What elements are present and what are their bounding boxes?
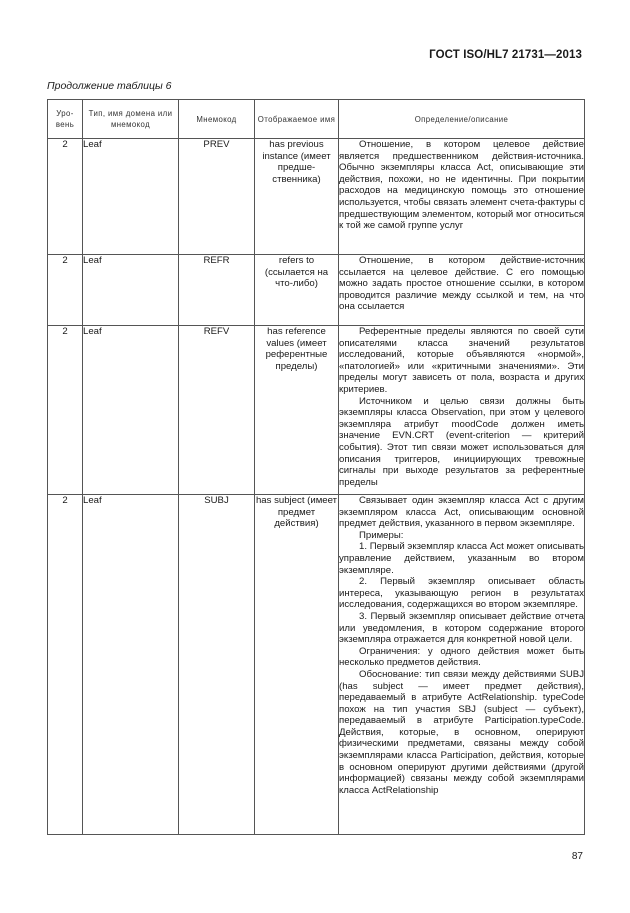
standard-header: ГОСТ ISO/HL7 21731—2013 — [429, 49, 582, 61]
cell-mnemonic: REFV — [179, 326, 255, 495]
definition-paragraph: Ограничения: у одного действия может быть несколько предметов действия. — [339, 645, 584, 669]
cell-mnemonic: PREV — [179, 139, 255, 255]
cell-definition — [339, 326, 585, 495]
definition-paragraph: Примеры: — [359, 529, 404, 541]
cell-display-name: has subject (имеет предмет действия) — [255, 495, 339, 835]
cell-level: 2 — [48, 255, 83, 326]
cell-mnemonic: REFR — [179, 255, 255, 326]
cell-definition — [339, 139, 585, 255]
cell-mnemonic: SUBJ — [179, 495, 255, 835]
cell-display-name: has reference values (имеет референтные пределы) — [255, 326, 339, 495]
col-header-type: Тип, имя домена или мнемокод — [83, 100, 179, 139]
cell-level: 2 — [48, 495, 83, 835]
cell-type: Leaf — [83, 495, 179, 835]
definition-paragraph: Источником и целью связи должны быть экземпляры класса Observation, при этом у целевого экземпляра атрибут moodCode должен иметь значение EVN.CRT (event-criterion — критерий события). Этот тип связи может использоваться для описания триггеров, инициирующих тревожные сигналы при выходе результатов за референтные пределы — [339, 395, 584, 488]
col-header-level: Уро-вень — [48, 100, 83, 139]
col-header-definition: Определение/описание — [339, 100, 585, 139]
definition-paragraph: Отношение, в котором действие-источник ссылается на целевое действие. С его помощью можно задать простое отношение ссылки, в котором проводится различие между ссылкой и тем, на что она ссылается — [339, 255, 584, 313]
table-caption: Продолжение таблицы 6 — [47, 80, 172, 92]
table-row — [48, 139, 585, 255]
cell-type: Leaf — [83, 139, 179, 255]
definition-paragraph: 3. Первый экземпляр описывает действие отчета или уведомления, в котором содержание второго экземпляра отражается для конкретной новой цели. — [339, 610, 584, 646]
table-row — [48, 326, 585, 495]
cell-definition — [339, 495, 585, 835]
table-header-row — [48, 100, 585, 139]
table-row — [48, 255, 585, 326]
definition-paragraph: Связывает один экземпляр класса Act с другим экземпляром класса Act, описывающим основной предмет действия, указанного в первом экземпляре. — [339, 495, 584, 530]
definitions-table — [47, 99, 585, 835]
cell-display-name: refers to (ссылается на что-либо) — [255, 255, 339, 326]
cell-display-name: has previous instance (имеет предше-ственника) — [255, 139, 339, 255]
definition-paragraph: Обоснование: тип связи между действиями SUBJ (has subject — имеет предмет действия), передаваемый в атрибуте ActRelationship. typeCode похож на тип участия SBJ (subject — субъект), передаваемый в атрибуте Participation.typeCode. Действия, которые, в основном, оперируют физическими предметами, связаны между собой экземплярами класса Participation, действия, которые в основном оперируют другими действиями (другой информацией) связаны между собой экземплярами класса ActRelationship — [339, 668, 584, 796]
definition-paragraph: Отношение, в котором целевое действие является предшественником действия-источника. Обычно экземпляры класса Act, описывающие эти действия, похожи, но не идентичны. При покрытии расходов на медицинскую помощь это отношение используется, чтобы связать элемент счета-фактуры с предшествующим элементом, который мог относиться к той же самой группе услуг — [339, 139, 584, 232]
page-number: 87 — [571, 851, 583, 862]
definition-paragraph: 1. Первый экземпляр класса Act может описывать управление действием, указанным во втором экземпляре. — [339, 541, 584, 576]
table-row — [48, 495, 585, 835]
definition-paragraph: 2. Первый экземпляр описывает область интереса, указывающую регион в результатах исследования, содержащихся во втором экземпляре. — [339, 576, 584, 611]
cell-definition — [339, 255, 585, 326]
cell-level: 2 — [48, 139, 83, 255]
cell-level: 2 — [48, 326, 83, 495]
cell-type: Leaf — [83, 255, 179, 326]
col-header-display: Отображаемое имя — [255, 100, 339, 139]
cell-type: Leaf — [83, 326, 179, 495]
definition-paragraph: Референтные пределы являются по своей сути описателями класса значений результатов исследований, которые объявляются «нормой», «патологией» или «критичными значениями». Эти пределы могут зависеть от пола, возраста и других критериев. — [339, 326, 584, 395]
col-header-mnemonic: Мнемокод — [179, 100, 255, 139]
